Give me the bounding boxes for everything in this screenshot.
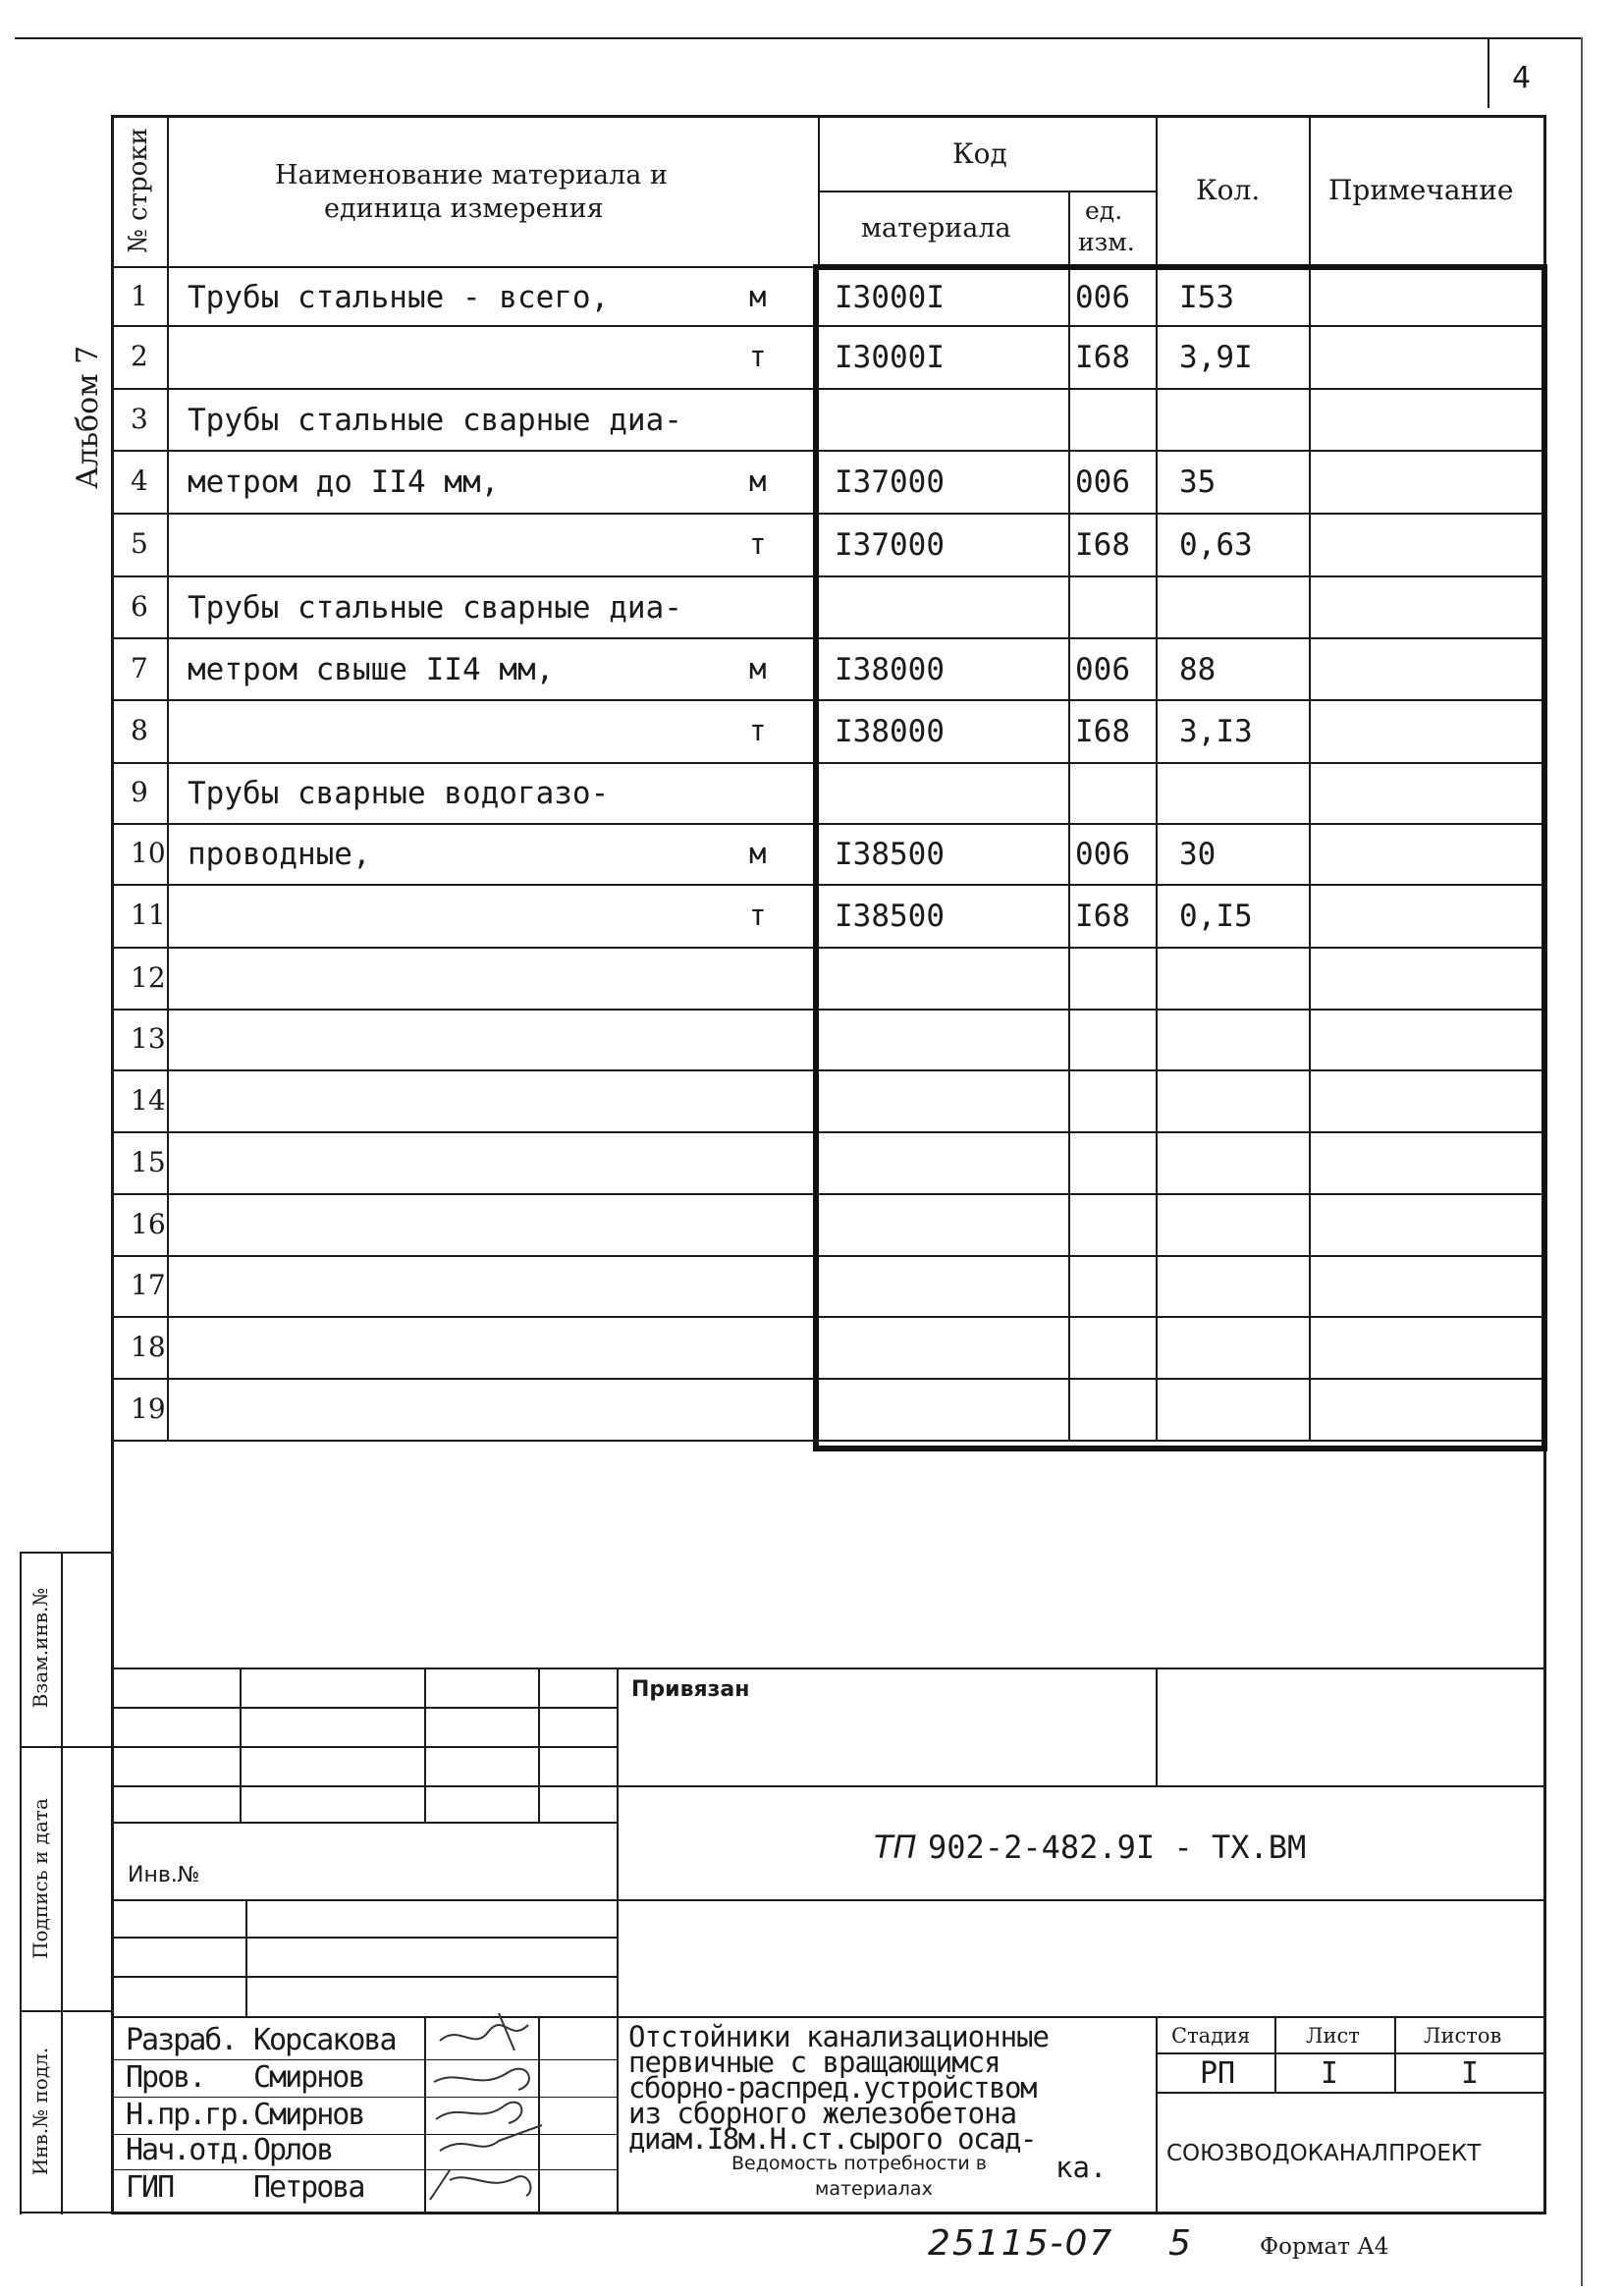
row-number: 5 xyxy=(131,527,148,560)
row-material-code: I3000I xyxy=(835,340,945,375)
signer-name: Смирнов xyxy=(253,2060,364,2095)
row-number: 17 xyxy=(131,1269,166,1301)
sheet-value: I xyxy=(1321,2056,1339,2091)
tbl-v1 xyxy=(240,1667,242,1823)
signer-name: Орлов xyxy=(253,2133,333,2167)
row-unit: т xyxy=(749,714,767,747)
row-material-code: I37000 xyxy=(835,527,945,563)
row-unit-code: I68 xyxy=(1075,340,1130,375)
side-stamp-inner xyxy=(61,1552,63,2214)
row-material-name: метром до II4 мм, xyxy=(188,465,500,500)
row-material-name: Трубы стальные сварные диа- xyxy=(188,402,682,438)
stage-label: Стадия xyxy=(1171,2024,1251,2048)
row-material-name: метром свыше II4 мм, xyxy=(188,651,555,687)
sheets-value: I xyxy=(1461,2056,1480,2091)
tb-line-3 xyxy=(111,2016,1546,2018)
tb-stage-line2 xyxy=(1156,2092,1546,2094)
tb-line-2 xyxy=(617,1899,1546,1901)
row-number: 14 xyxy=(131,1083,166,1117)
header-note: Примечание xyxy=(1328,174,1514,206)
row-material-code: I38000 xyxy=(835,714,945,749)
row-unit: м xyxy=(749,651,767,685)
stamp-vzam: Взам.инв.№ xyxy=(28,1587,52,1709)
header-name-2: единица измерения xyxy=(324,193,604,224)
header-qty: Кол. xyxy=(1196,174,1261,206)
row-material-code: I38500 xyxy=(835,899,945,934)
row-unit-code: I68 xyxy=(1075,899,1130,934)
tb-stage-line xyxy=(1156,2052,1546,2054)
row-unit: т xyxy=(749,899,767,932)
tbl-v2 xyxy=(424,1667,426,1823)
row-quantity: 0,I5 xyxy=(1179,899,1253,934)
signer-name: Корсакова xyxy=(253,2023,396,2057)
row-number: 16 xyxy=(131,1207,166,1240)
table-bottom xyxy=(111,1440,1546,1442)
row-quantity: 35 xyxy=(1179,465,1217,500)
side-stamp-mid2 xyxy=(20,2010,113,2012)
row-quantity: 3,I3 xyxy=(1179,714,1253,749)
row-quantity: 88 xyxy=(1179,651,1217,687)
title-line-3: сборно-распред.устройством xyxy=(628,2071,1036,2105)
hand-page: 5 xyxy=(1168,2223,1191,2264)
sheets-label: Листов xyxy=(1424,2024,1502,2048)
row-number: 13 xyxy=(131,1022,166,1055)
data-bold-frame xyxy=(813,264,1547,1451)
tb-div-main xyxy=(617,1667,619,2214)
row-quantity: I53 xyxy=(1179,279,1234,315)
code-subheader-line xyxy=(818,191,1157,192)
row-material-code: I38500 xyxy=(835,837,945,872)
tbl-v3 xyxy=(538,1667,540,1823)
row-material-code: I38000 xyxy=(835,651,945,687)
row-material-code: I37000 xyxy=(835,465,945,500)
top-rule xyxy=(15,37,1581,39)
header-code-unit-1: ед. xyxy=(1085,196,1123,225)
tb-div-sheet xyxy=(1274,2016,1276,2093)
signer-role: Разраб. xyxy=(126,2023,237,2057)
header-code: Код xyxy=(952,137,1007,170)
sheet-title-2: материалах xyxy=(815,2178,933,2200)
tbl-l2 xyxy=(111,1746,617,1748)
row-material-name: Трубы сварные водогазо- xyxy=(188,776,610,811)
header-row-no: № строки xyxy=(124,128,153,253)
org-name: СОЮЗВОДОКАНАЛПРОЕКТ xyxy=(1166,2141,1482,2166)
signer-name: Петрова xyxy=(253,2170,364,2205)
hand-number: 25115-07 xyxy=(928,2223,1114,2264)
row-unit: м xyxy=(749,279,767,313)
tbl-l6 xyxy=(111,1937,617,1939)
frame-bottom xyxy=(111,2212,1546,2214)
stamp-inv-podl: Инв.№ подл. xyxy=(28,2047,52,2176)
row-material-name: Трубы стальные - всего, xyxy=(188,279,610,315)
row-number: 9 xyxy=(131,776,148,808)
row-number: 10 xyxy=(131,837,166,869)
page-number-box-left xyxy=(1488,37,1489,108)
title-line-1: Отстойники канализационные xyxy=(628,2020,1049,2053)
signer-role: Н.пр.гр. xyxy=(126,2098,252,2132)
signer-role: Нач.отд. xyxy=(126,2133,252,2167)
tbl-l1 xyxy=(111,1707,617,1709)
row-number: 6 xyxy=(131,589,148,623)
header-code-material: материала xyxy=(861,213,1011,244)
tb-top xyxy=(111,1667,1546,1669)
col-div-unit xyxy=(1068,191,1070,267)
header-code-unit-2: изм. xyxy=(1078,228,1135,256)
row-unit: м xyxy=(749,837,767,870)
title-line-4: из сборного железобетона xyxy=(628,2097,1017,2130)
row-number: 15 xyxy=(131,1145,166,1178)
tb-div-privyazan xyxy=(1156,1667,1158,1785)
tb-div-stage xyxy=(1156,2016,1158,2213)
album-label: Альбом 7 xyxy=(71,345,105,489)
tb-div-sheets xyxy=(1394,2016,1396,2093)
row-number: 19 xyxy=(131,1392,166,1425)
title-line-2: первичные с вращающимся xyxy=(628,2046,1001,2079)
sheet-label: Лист xyxy=(1306,2024,1360,2048)
side-stamp-top xyxy=(20,1552,113,1554)
row-number: 7 xyxy=(131,651,148,684)
row-unit: т xyxy=(749,527,767,561)
row-material-name: проводные, xyxy=(188,837,371,872)
row-unit-code: I68 xyxy=(1075,527,1130,563)
format-label: Формат А4 xyxy=(1260,2234,1389,2260)
row-unit-code: 006 xyxy=(1075,651,1130,687)
row-number: 2 xyxy=(131,340,148,372)
row-number: 18 xyxy=(131,1330,166,1363)
tbl-v4 xyxy=(245,1899,247,2017)
designation: 902-2-482.9I - ТХ.ВМ xyxy=(928,1829,1307,1866)
row-number: 12 xyxy=(131,960,166,994)
side-stamp-mid xyxy=(20,1746,113,1748)
row-number: 1 xyxy=(131,279,148,312)
sheet-title-1: Ведомость потребности в xyxy=(731,2153,987,2174)
designation-hand: ТП xyxy=(874,1829,917,1866)
stage-value: РП xyxy=(1200,2056,1236,2091)
privyazan-label: Привязан xyxy=(631,1677,750,1702)
stamp-podpis: Подпись и дата xyxy=(28,1798,52,1959)
row-quantity: 3,9I xyxy=(1179,340,1253,375)
row-unit-code: I68 xyxy=(1075,714,1130,749)
row-unit-code: 006 xyxy=(1075,279,1130,315)
page-number: 4 xyxy=(1512,61,1532,95)
row-quantity: 0,63 xyxy=(1179,527,1253,563)
col-div-qty xyxy=(1309,115,1311,267)
row-number: 3 xyxy=(131,402,148,435)
row-unit-code: 006 xyxy=(1075,465,1130,500)
row-unit: т xyxy=(749,340,767,373)
signer-role: ГИП xyxy=(126,2170,174,2205)
row-material-name: Трубы стальные сварные диа- xyxy=(188,589,682,626)
row-unit-code: 006 xyxy=(1075,837,1130,872)
row-number: 8 xyxy=(131,714,148,746)
row-material-code: I3000I xyxy=(835,279,945,315)
row-quantity: 30 xyxy=(1179,837,1217,872)
tbl-l5 xyxy=(111,1899,617,1901)
signer-role: Пров. xyxy=(126,2060,205,2095)
tb-line-1 xyxy=(617,1785,1546,1787)
right-margin-line xyxy=(1581,37,1583,2286)
header-name-1: Наименование материала и xyxy=(275,160,668,191)
row-number: 4 xyxy=(131,465,148,497)
row-unit: м xyxy=(749,465,767,498)
signatures-scribble xyxy=(420,2003,577,2210)
inv-no-label: Инв.№ xyxy=(128,1863,200,1887)
tbl-l7 xyxy=(111,1976,617,1978)
side-stamp-bottom xyxy=(20,2212,113,2214)
frame-top xyxy=(111,115,1546,118)
side-stamp-left xyxy=(20,1552,22,2214)
row-number: 11 xyxy=(131,899,166,931)
signer-name: Смирнов xyxy=(253,2098,364,2132)
title-line-5: диам.I8м.Н.ст.сырого осад- xyxy=(628,2122,1036,2156)
tbl-l4 xyxy=(111,1822,617,1824)
tbl-l3 xyxy=(111,1785,617,1787)
title-line-6: ка. xyxy=(1055,2151,1108,2184)
